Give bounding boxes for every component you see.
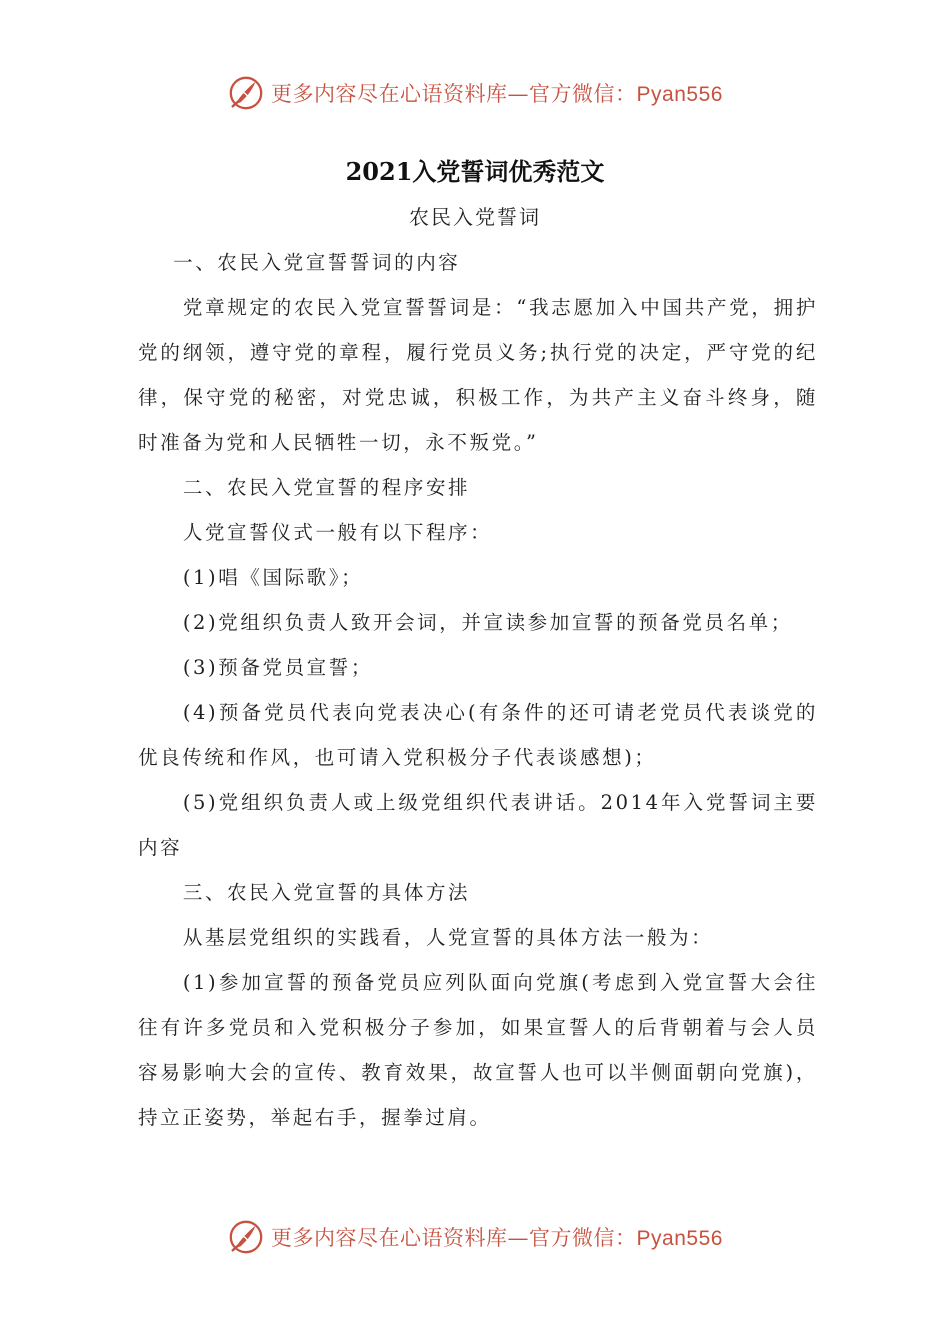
- document-subtitle: 农民入党誓词: [409, 205, 541, 229]
- pen-nib-logo-icon: [227, 74, 265, 112]
- section-heading: 三、农民入党宣誓的具体方法: [182, 881, 471, 904]
- wechat-id: Pyan556: [636, 1227, 723, 1250]
- document-body: [138, 240, 818, 1140]
- watermark-text: 更多内容尽在心语资料库—官方微信：Pyan556: [271, 1226, 723, 1250]
- list-item: (4)预备党员代表向党表决心(有条件的还可请老党员代表谈党的优良传统和作风，也可请入党积极分子代表谈感想)；: [138, 701, 818, 769]
- list-item: (2)党组织负责人致开会词，并宣读参加宣誓的预备党员名单；: [182, 611, 793, 634]
- paragraph: 人党宣誓仪式一般有以下程序：: [182, 521, 493, 544]
- document-title: 2021入党誓词优秀范文: [345, 157, 605, 186]
- watermark-banner-bottom: [0, 1215, 950, 1259]
- list-item: (1)参加宣誓的预备党员应列队面向党旗(考虑到入党宣誓大会往往有许多党员和入党积极分子参加，如果宣誓人的后背朝着与会人员容易影响大会的宣传、教育效果，故宣誓人也可以半侧面朝向党旗)，持立正姿势，举起右手，握拳过肩。: [138, 971, 818, 1129]
- watermark-banner-top: [0, 71, 950, 115]
- wechat-id: Pyan556: [636, 83, 723, 106]
- section-heading: 二、农民入党宣誓的程序安排: [182, 476, 471, 499]
- pen-nib-logo-icon: [227, 1218, 265, 1256]
- paragraph: 党章规定的农民入党宣誓誓词是：“我志愿加入中国共产党，拥护党的纲领，遵守党的章程，履行党员义务;执行党的决定，严守党的纪律，保守党的秘密，对党忠诚，积极工作，为共产主义奋斗终身，随时准备为党和人民牺牲一切，永不叛党。”: [138, 296, 818, 454]
- list-item: (3)预备党员宣誓；: [182, 656, 373, 679]
- section-heading: 一、农民入党宣誓誓词的内容: [173, 251, 461, 274]
- watermark-text: 更多内容尽在心语资料库—官方微信：Pyan556: [271, 82, 723, 106]
- paragraph: 从基层党组织的实践看，人党宣誓的具体方法一般为：: [182, 926, 714, 949]
- list-item: (5)党组织负责人或上级党组织代表讲话。2014年入党誓词主要内容: [138, 791, 818, 859]
- list-item: (1)唱《国际歌》；: [182, 566, 364, 589]
